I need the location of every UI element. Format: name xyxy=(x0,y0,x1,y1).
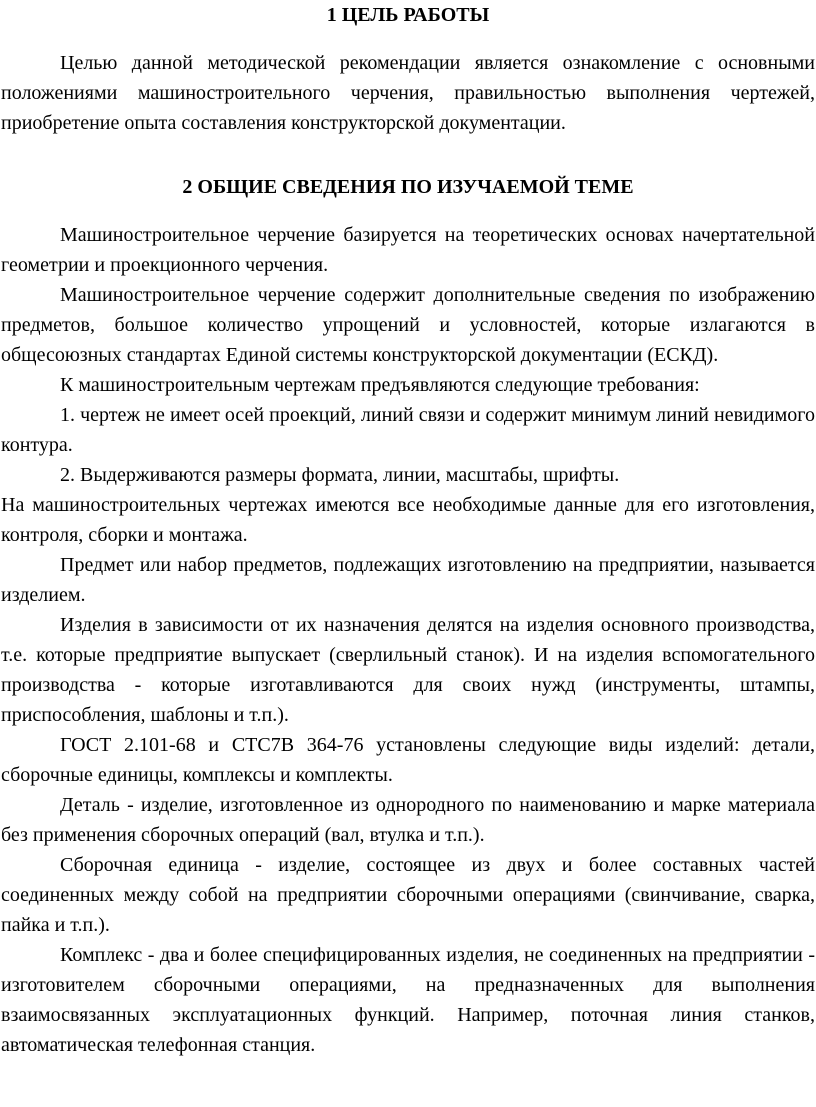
paragraph: Машиностроительное черчение содержит дополнительные сведения по изображению предметов, большое количество упрощений и условностей, которые излагаются в общесоюзных стандартах Единой системы конструкторской документации (ЕСКД). xyxy=(1,284,815,366)
paragraph: Деталь - изделие, изготовленное из однородного по наименованию и марке материала без применения сборочных операций (вал, втулка и т.п.). xyxy=(1,794,815,846)
paragraph: Машиностроительное черчение базируется на теоретических основах начертательной геометрии и проекционного черчения. xyxy=(1,224,815,276)
paragraph: ГОСТ 2.101-68 и СТС7В 364-76 установлены следующие виды изделий: детали, сборочные единицы, комплексы и комплекты. xyxy=(1,734,815,786)
section-2-heading: 2 ОБЩИЕ СВЕДЕНИЯ ПО ИЗУЧАЕМОЙ ТЕМЕ xyxy=(182,176,634,198)
paragraph: Сборочная единица - изделие, состоящее из двух и более составных частей соединенных между собой на предприятии сборочными операциями (свинчивание, сварка, пайка и т.п.). xyxy=(1,854,815,936)
paragraph: На машиностроительных чертежах имеются все необходимые данные для его изготовления, контроля, сборки и монтажа. xyxy=(1,494,815,546)
paragraph: Изделия в зависимости от их назначения делятся на изделия основного производства, т.е. которые предприятие выпускает (сверлильный станок). И на изделия вспомогательного производства - которые изготавливаются для своих нужд (инструменты, штампы, приспособления, шаблоны и т.п.). xyxy=(1,614,815,726)
paragraph: Комплекс - два и более специфицированных изделия, не соединенных на предприятии - изготовителем сборочными операциями, на предназначенных для выполнения взаимосвязанных эксплуатационных функций. Например, поточная линия станков, автоматическая телефонная станция. xyxy=(1,944,815,1056)
section-2-body xyxy=(1,220,815,1060)
list-item: 1. чертеж не имеет осей проекций, линий связи и содержит минимум линий невидимого контура. xyxy=(1,404,815,456)
section-1-body xyxy=(1,48,815,138)
paragraph: Предмет или набор предметов, подлежащих изготовлению на предприятии, называется изделием. xyxy=(1,554,815,606)
paragraph: К машиностроительным чертежам предъявляются следующие требования: xyxy=(60,374,700,396)
list-item: 2. Выдерживаются размеры формата, линии, масштабы, шрифты. xyxy=(60,464,620,486)
paragraph: Целью данной методической рекомендации является ознакомление с основными положениями машиностроительного черчения, правильностью выполнения чертежей, приобретение опыта составления конструкторской документации. xyxy=(1,52,815,134)
section-1-heading: 1 ЦЕЛЬ РАБОТЫ xyxy=(326,4,490,26)
